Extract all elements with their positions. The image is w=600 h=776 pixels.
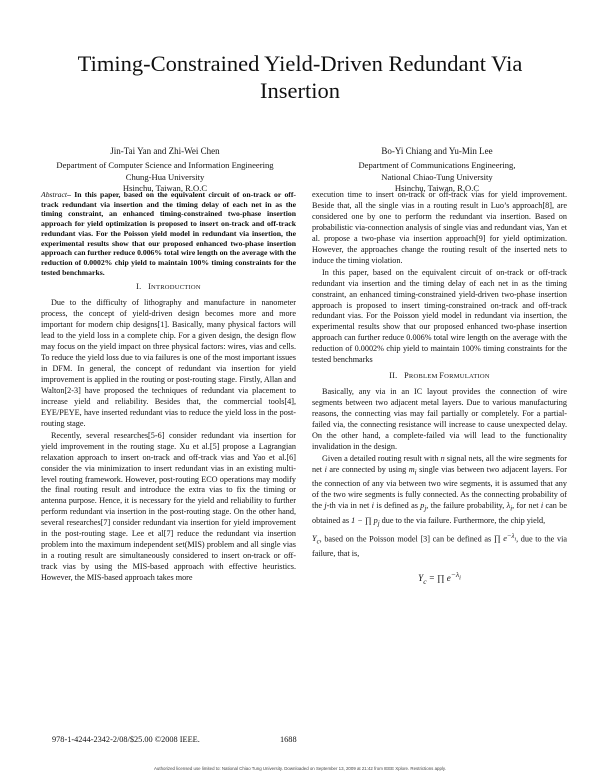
author-location: Hsinchu, Taiwan, R.O.C	[394, 182, 480, 193]
paper-title: Timing-Constrained Yield-Driven Redundant Via Insertion	[77, 51, 523, 103]
paragraph: execution time to insert on-track or off-track vias for yield improvement. Beside that, all the single vias in a routing result in Luo’s approach[8], are considered one by one to perform the redundant via insertion. Based on probabilistic via-connection analysis of single vias and redundant vias, Yan et al. propose a two-phase via insertion approach[9] for yield optimization. However, the approaches change the routing result of the inserted nets to induce the timing violation.	[312, 190, 567, 265]
section-number: I.	[136, 282, 142, 292]
section-heading-problem-formulation	[312, 371, 567, 383]
math-expression: ∏ $e^{-\lambda_i}$	[493, 532, 517, 544]
section-title-rest: ORMULATION	[444, 373, 490, 381]
text-run: can be obtained as	[312, 501, 567, 525]
math-symbol: $\lambda_i$	[506, 501, 513, 514]
math-m: m	[408, 464, 415, 474]
math-symbol: i	[371, 501, 374, 511]
author-block-left	[40, 146, 290, 194]
text-run: is defined as	[373, 501, 421, 511]
text-run: are connected by using	[326, 464, 409, 474]
math-symbol: n	[440, 453, 445, 463]
math-symbol: $p_j$	[420, 501, 427, 514]
section-title-rest: ROBLEM	[408, 373, 440, 381]
abstract-text: – In this paper, based on the equivalent circuit of on-track or off-track redundant via insertion and the timing delay of each net in as the timing constraint, an enhanced timing-constrained two-phase insertion approach for yield optimization is proposed to insert on-track and off-track redundant vias. For the Poisson yield model in redundant via insertion, the experimental results show that our proposed enhanced two-phase insertion approach can further reduce 0.006% total wire length on the average with the reduction of 0.0002% chip yield to maintain 100% timing constraints for the tested benchmarks.	[41, 190, 297, 277]
author-block-right	[312, 146, 562, 194]
text-run: , the failure probability,	[426, 501, 507, 511]
author-names: Jin-Tai Yan and Zhi-Wei Chen	[110, 146, 220, 156]
abstract	[41, 190, 296, 277]
text-run: signal nets, all the wire segments for net	[312, 453, 567, 474]
math-product: ∏ e	[493, 534, 507, 544]
section-title-rest: NTRODUCTION	[151, 284, 201, 292]
math-lambda: λ	[506, 501, 511, 511]
math-symbol: $Y_c$	[312, 534, 320, 546]
math-p: p	[420, 501, 425, 511]
text-run: due to the via failure. Furthermore, the chip yield,	[379, 515, 546, 525]
section-number: II.	[389, 371, 398, 381]
paragraph	[312, 532, 567, 560]
yield-equation: $Y_c$ = ∏ $e^{-\lambda_i}$	[418, 569, 461, 586]
math-symbol: i	[324, 464, 327, 474]
paragraph: Basically, any via in an IC layout provides the connection of wire segments between two adjacent metal layers. Due to various manufacturing reasons, the connecting vias may fail partially or completely. For a partial-failed via, the connecting resistance will increase to cause unexpected delay. On the other hand, a complete-failed via will lead to the functionality invalidation in the design.	[312, 387, 567, 451]
author-university: National Chiao-Tung University	[381, 171, 493, 182]
paragraph	[312, 454, 567, 531]
author-department: Department of Computer Science and Information Engineering	[56, 160, 274, 171]
math-product: = ∏ e	[428, 572, 451, 583]
math-symbol: j	[324, 501, 327, 511]
license-notice: Authorized licensed use limited to: National Chiao Tung University. Downloaded on September 13, 2009 at 21:42 from IEEE Xplore. Restrictions apply.	[154, 766, 446, 771]
author-department: Department of Communications Engineering,	[358, 160, 516, 171]
author-names: Bo-Yi Chiang and Yu-Min Lee	[381, 146, 493, 156]
math-expression: 1 − ∏ $p_j$	[351, 515, 380, 528]
math-symbol: i	[540, 501, 544, 511]
author-university: Chung-Hua University	[125, 171, 205, 182]
section-title-initial: F	[439, 371, 445, 381]
math-y: Y	[312, 534, 317, 544]
math-product: 1 − ∏ p	[351, 515, 378, 525]
paragraph: In this paper, based on the equivalent circuit of on-track or off-track redundant via insertion and the timing delay of each net in as the timing constraint, an enhanced timing-constrained yield-driven two-phase insertion approach is proposed to insert timing-constrained on-track and off-track redundant vias. For the Poisson yield model in redundant via insertion, the experimental results show that our proposed enhanced two-phase insertion approach can further reduce 0.006% total wire length on the average with the reduction of 0.0002% chip yield to maintain 100% timing constraints for the tested benchmarks	[312, 267, 567, 365]
text-run: , based on the Poisson model [3] can be defined as	[319, 534, 494, 544]
text-run: , due to the via failure, that is,	[312, 534, 567, 558]
left-column	[41, 190, 296, 584]
section-title-initial: P	[404, 371, 409, 381]
text-run: , for net	[512, 501, 541, 511]
right-column	[312, 190, 567, 588]
paragraph: Recently, several researches[5-6] consider redundant via insertion for yield improvement in the routing stage. Xu et al.[5] propose a Lagrangian relaxation approach to insert on-track and off-track vias and Yao et al.[6] consider the via minimization to insert redundant vias in an existing multi-level routing framework. However, post-routing ECO operations may modify the final routing result and introduce the extra vias to fix the timing or antenna purpose. Hence, it is necessary for the yield and reliability to further perform redundant via insertion in the post-routing stage. On the other hand, several researches[7] consider redundant via insertion for yield improvement in the post-routing stage. Lee et al[7] reduce the redundant via insertion problem into the maximum independent set(MIS) problem and all single vias in a routing result are simultaneously considered to insert on-track or off-track vias by using the MIS-based approach with effective heuristics. However, the MIS-based approach takes more	[41, 430, 296, 583]
text-run: Given a detailed routing result with	[322, 453, 441, 463]
isbn-footer: 978-1-4244-2342-2/08/$25.00 ©2008 IEEE.	[52, 735, 200, 744]
math-symbol: $m_i$	[408, 464, 417, 477]
author-location: Hsinchu, Taiwan, R.O.C	[122, 182, 208, 193]
paragraph: Due to the difficulty of lithography and manufacture in nanometer process, the concept of yield-driven design becomes more and more important for modern chip designs[1]. Basically, many physical factors will lead to the yield loss in a complete chip. For a given design, the design flow may focus on the yield impact on three physical factors: wires, vias and cells. To reduce the yield loss due to via failures is one of the most important issues in DFM. In general, the concept of redundant via insertion for yield improvement is applied in the routing or post-routing stage. Firstly, Allan and Walton[2-3] have proposed the techniques of redundant via placement to increase yield and reliability. Besides that, the commercial tools[4], EYE/PEYE, have inserted redundant vias to reduce the yield loss in the post-routing stage.	[41, 298, 296, 428]
section-heading-introduction	[41, 282, 296, 294]
page-number: 1688	[280, 735, 297, 744]
abstract-label: Abstract	[41, 190, 68, 199]
math-y: Y	[418, 572, 424, 583]
text-run: single vias between two adjacent layers. For the connection of any via between two wire segments, it is assumed that any of the two wire segments is fully connected. As the connecting probability of the	[312, 464, 567, 511]
text-run: -th via in net	[326, 501, 372, 511]
section-title-initial: I	[148, 282, 152, 292]
